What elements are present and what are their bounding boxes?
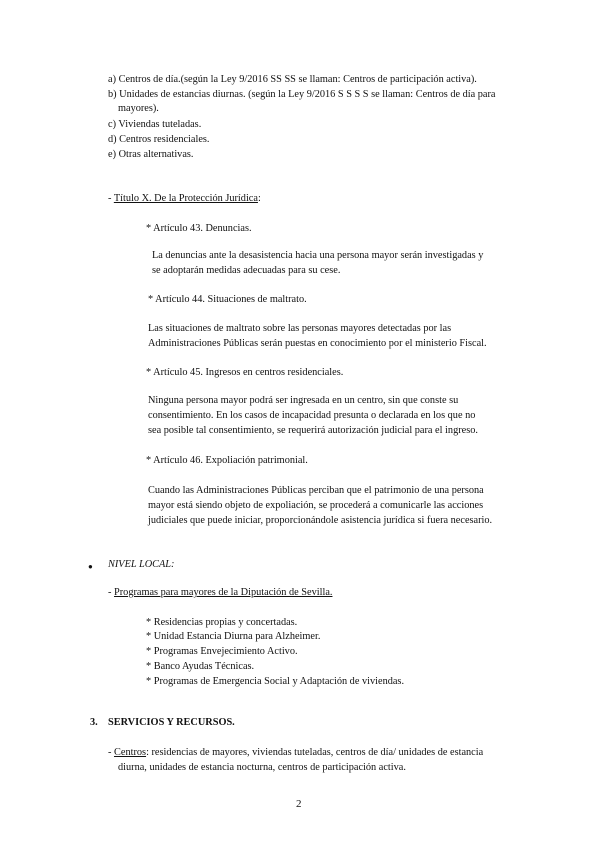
article-46-text-line-2: mayor está siendo objeto de expoliación, se procederá a comunicarle las acciones bbox=[148, 500, 484, 511]
article-46-text-line-3: judiciales que puede iniciar, proporcionándole asistencia jurídica si fuera necesario. bbox=[148, 515, 493, 526]
list-item-d: d) Centros residenciales. bbox=[108, 134, 210, 145]
centros-line-2: diurna, unidades de estancia nocturna, centros de participación activa. bbox=[118, 762, 406, 773]
article-45-text-line-2: consentimiento. En los casos de incapacidad presunta o declarada en los que no bbox=[148, 410, 476, 421]
article-44-title: * Artículo 44. Situaciones de maltrato. bbox=[148, 294, 307, 305]
section-3-number: 3. bbox=[90, 717, 98, 728]
bullet-icon: ● bbox=[88, 562, 93, 571]
program-item: * Programas Envejecimiento Activo. bbox=[146, 646, 298, 657]
centros-line-1 bbox=[108, 746, 483, 759]
program-item: * Unidad Estancia Diurna para Alzheimer. bbox=[146, 631, 321, 642]
article-46-text-line-1: Cuando las Administraciones Públicas perciban que el patrimonio de una persona bbox=[148, 485, 484, 496]
list-item-c: c) Viviendas tuteladas. bbox=[108, 119, 202, 130]
article-44-text-line-1: Las situaciones de maltrato sobre las personas mayores detectadas por las bbox=[148, 323, 452, 334]
titulo-x-suffix: : bbox=[257, 193, 261, 204]
article-43-text-line-1: La denuncias ante la desasistencia hacia una persona mayor serán investigadas y bbox=[152, 250, 484, 261]
page-number: 2 bbox=[296, 798, 302, 810]
list-item-b-continuation: mayores). bbox=[118, 103, 159, 114]
program-item: * Programas de Emergencia Social y Adaptación de viviendas. bbox=[146, 676, 405, 687]
list-item-a: a) Centros de día.(según la Ley 9/2016 SS SS se llaman: Centros de participación activa). bbox=[108, 74, 477, 85]
centros-text: : residencias de mayores, viviendas tuteladas, centros de día/ unidades de estancia bbox=[146, 747, 484, 758]
program-item: * Residencias propias y concertadas. bbox=[146, 617, 298, 628]
article-43-text-line-2: se adoptarán medidas adecuadas para su cese. bbox=[152, 265, 341, 276]
list-item-b: b) Unidades de estancias diurnas. (según la Ley 9/2016 S S S S se llaman: Centros de día para bbox=[108, 89, 496, 100]
titulo-x-heading bbox=[108, 192, 261, 205]
titulo-x-title: Título X. De la Protección Jurídica bbox=[113, 193, 258, 204]
section-3-title: SERVICIOS Y RECURSOS. bbox=[108, 717, 235, 728]
article-43-title: * Artículo 43. Denuncias. bbox=[146, 223, 252, 234]
programas-heading bbox=[108, 586, 332, 599]
program-item: * Banco Ayudas Técnicas. bbox=[146, 661, 255, 672]
article-44-text-line-2: Administraciones Públicas serán puestas en conocimiento por el ministerio Fiscal. bbox=[148, 338, 487, 349]
titulo-x-prefix: - bbox=[108, 193, 114, 204]
article-45-title: * Artículo 45. Ingresos en centros residenciales. bbox=[146, 367, 344, 378]
article-45-text-line-1: Ninguna persona mayor podrá ser ingresada en un centro, sin que conste su bbox=[148, 395, 459, 406]
centros-prefix: - bbox=[108, 747, 115, 758]
nivel-local-heading: NIVEL LOCAL: bbox=[108, 559, 175, 570]
article-45-text-line-3: sea posible tal consentimiento, se requerirá autorización judicial para el ingreso. bbox=[148, 425, 478, 436]
programas-title: Programas para mayores de la Diputación de Sevilla. bbox=[114, 587, 333, 598]
centros-label: Centros bbox=[114, 747, 147, 758]
article-46-title: * Artículo 46. Expoliación patrimonial. bbox=[146, 455, 308, 466]
list-item-e: e) Otras alternativas. bbox=[108, 149, 194, 160]
programas-prefix: - bbox=[108, 587, 115, 598]
